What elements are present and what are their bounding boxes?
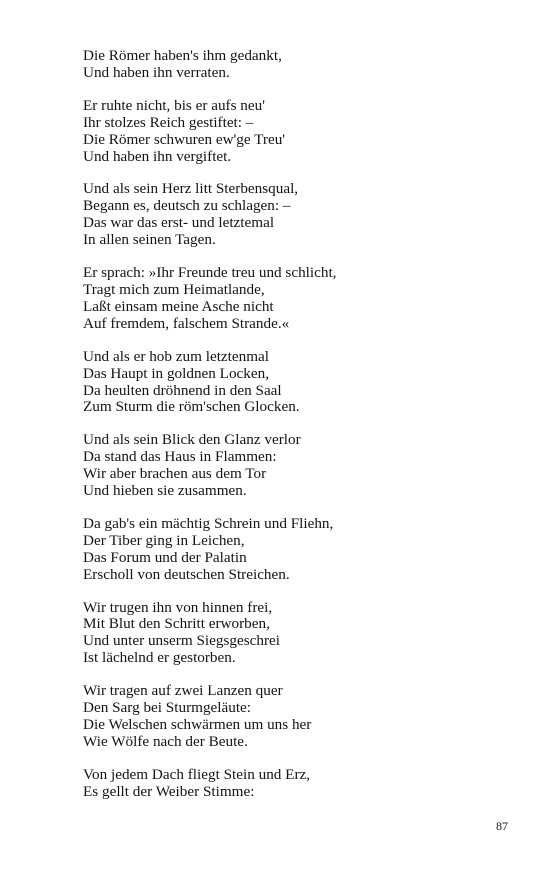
poem-line: Und haben ihn vergiftet. [83,147,232,165]
stanza [83,600,503,668]
page-number: 87 [496,819,508,833]
poem-line: In allen seinen Tagen. [83,231,216,249]
poem-line: Da gab's ein mächtig Schrein und Fliehn, [83,514,334,532]
poem-line: Begann es, deutsch zu schlagen: – [83,197,291,215]
stanza [83,432,503,500]
poem-line: Laßt einsam meine Asche nicht [83,297,274,315]
stanza [83,767,503,801]
stanza [83,516,503,584]
stanza [83,683,503,751]
poem-line: Und unter unserm Siegsgeschrei [83,632,280,650]
poem-line: Und als er hob zum letztenmal [83,347,269,365]
poem-line: Die Welschen schwärmen um uns her [83,716,312,733]
poem-line: Wir aber brachen aus dem Tor [83,465,267,483]
poem-line: Das war das erst- und letztemal [83,214,275,232]
poem-line: Das Haupt in goldnen Locken, [83,364,270,382]
poem-line: Mit Blut den Schritt erworben, [83,615,270,633]
poem-line: Die Römer schwuren ew'ge Treu' [83,130,286,148]
poem-line: Da stand das Haus in Flammen: [83,448,277,466]
stanza [83,48,503,82]
poem-line: Und hieben sie zusammen. [83,482,247,500]
poem-line: Wir tragen auf zwei Lanzen quer [83,682,283,700]
stanza [83,98,503,166]
poem-line: Er ruhte nicht, bis er aufs neu' [83,96,265,114]
poem-line: Es gellt der Weiber Stimme: [83,782,255,800]
poem-line: Erscholl von deutschen Streichen. [83,565,290,583]
poem-line: Ist lächelnd er gestorben. [83,649,236,667]
poem-line: Zum Sturm die röm'schen Glocken. [83,398,300,416]
poem-line: Tragt mich zum Heimatlande, [83,280,265,298]
poem-line: Wie Wölfe nach der Beute. [83,732,248,750]
poem-line: Ihr stolzes Reich gestiftet: – [83,113,254,131]
poem-line: Und haben ihn verraten. [83,63,230,81]
poem-line: Wir trugen ihn von hinnen frei, [83,598,273,616]
poem-line: Den Sarg bei Sturmgeläute: [83,699,252,717]
poem-line: Die Römer haben's ihm gedankt, [83,47,282,64]
poem-line: Auf fremdem, falschem Strande.« [83,314,290,332]
poem-line: Und als sein Herz litt Sterbensqual, [83,180,299,198]
poem-line: Der Tiber ging in Leichen, [83,531,245,549]
stanza [83,265,503,333]
poem-line: Von jedem Dach fliegt Stein und Erz, [83,765,311,783]
poem-line: Und als sein Blick den Glanz verlor [83,431,301,449]
stanza [83,181,503,249]
poem-line: Da heulten dröhnend in den Saal [83,381,282,399]
poem-line: Er sprach: »Ihr Freunde treu und schlicht, [83,264,337,282]
stanza [83,349,503,417]
poem-text [83,48,503,817]
poem-line: Das Forum und der Palatin [83,548,247,566]
